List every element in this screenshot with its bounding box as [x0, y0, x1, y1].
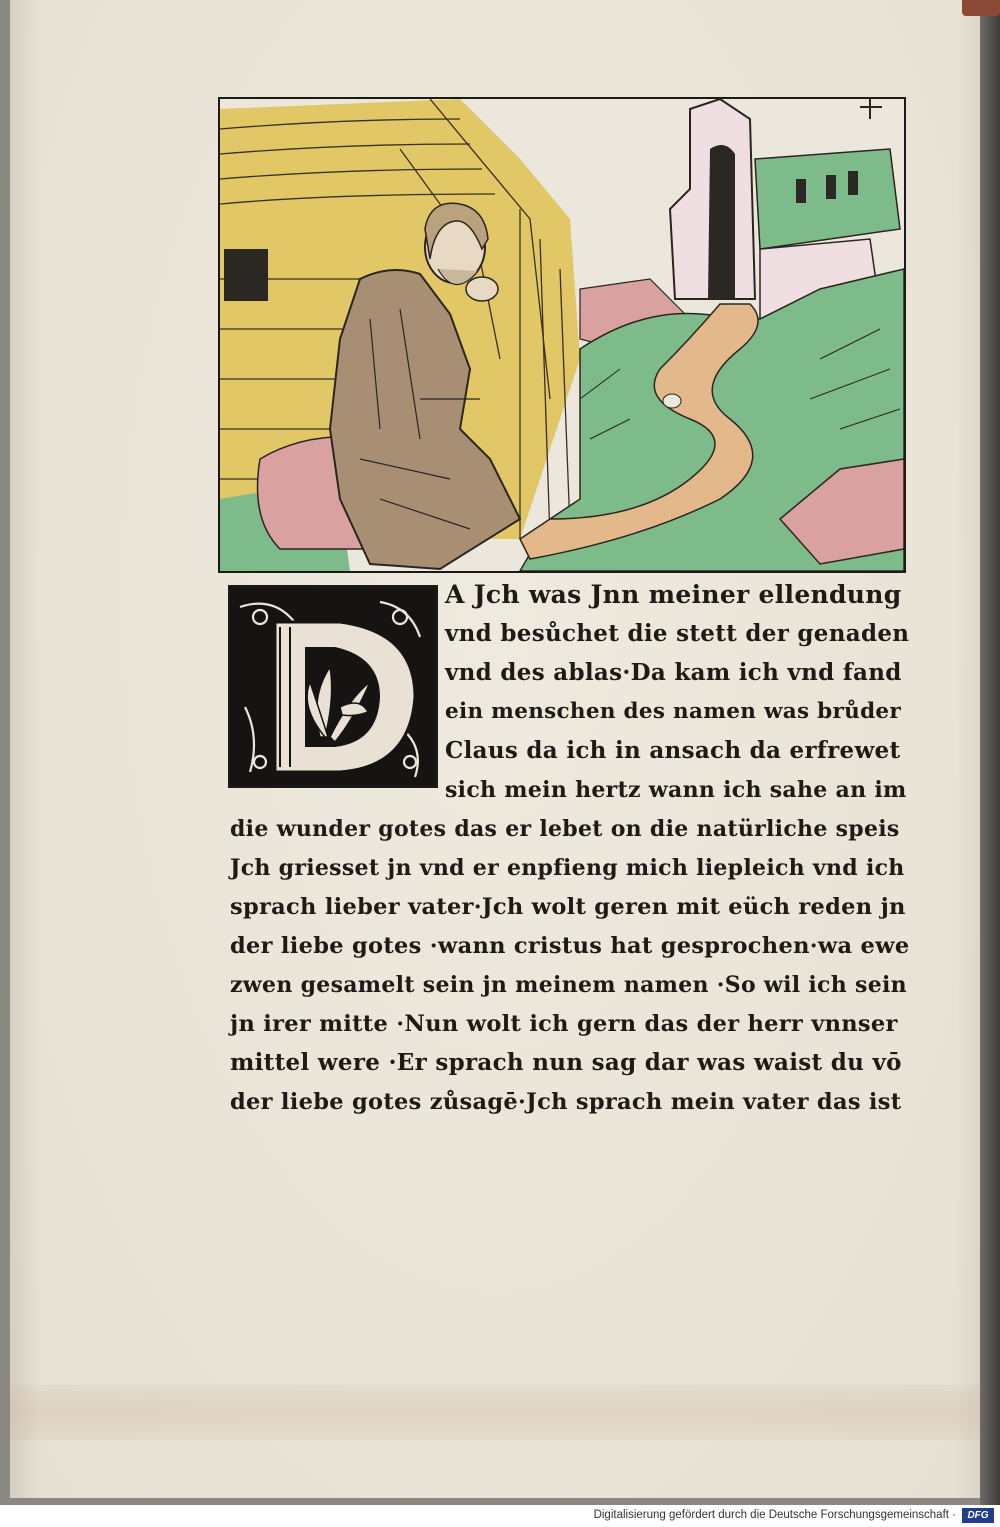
text-line-10: der liebe gotes ·wann cristus hat gesprochen·wa ewe — [230, 933, 910, 959]
text-line-9: sprach lieber vater·Jch wolt geren mit eüch reden jn — [230, 894, 906, 920]
book-spine-edge — [980, 0, 1000, 1505]
dfg-logo: DFG — [962, 1508, 994, 1523]
text-line-7: die wunder gotes das er lebet on die natürliche speis — [230, 816, 900, 842]
text-line-14: der liebe gotes zůsagē·Jch sprach mein vater das ist — [230, 1089, 902, 1115]
text-line-6: sich mein hertz wann ich sahe an im — [445, 777, 907, 803]
paper-stain — [10, 1385, 980, 1440]
text-line-13: mittel were ·Er sprach nun sag dar was waist du vō — [230, 1049, 902, 1076]
corner-tab — [962, 0, 1000, 16]
decorated-initial — [228, 585, 438, 788]
text-line-1: A Jch was Jnn meiner ellendung — [445, 580, 902, 609]
initial-ornament — [230, 587, 436, 786]
digitization-credit: Digitalisierung gefördert durch die Deutsche Forschungsgemeinschaft · — [593, 1509, 956, 1521]
woodcut-illustration — [218, 97, 906, 573]
text-line-4: ein menschen des namen was brůder — [445, 699, 902, 724]
woodcut-drawing — [220, 99, 904, 571]
digitization-footer — [0, 1505, 1000, 1527]
text-line-3: vnd des ablas·Da kam ich vnd fand — [445, 659, 902, 686]
book-page — [10, 0, 980, 1498]
text-line-2: vnd besůchet die stett der genaden — [445, 620, 910, 647]
text-line-5: Claus da ich in ansach da erfrewet — [445, 737, 901, 764]
text-line-11: zwen gesamelt sein jn meinem namen ·So wil ich sein — [230, 972, 907, 998]
text-line-8: Jch griesset jn vnd er enpfieng mich liepleich vnd ich — [230, 855, 905, 881]
text-line-12: jn irer mitte ·Nun wolt ich gern das der herr vnnser — [230, 1011, 898, 1037]
